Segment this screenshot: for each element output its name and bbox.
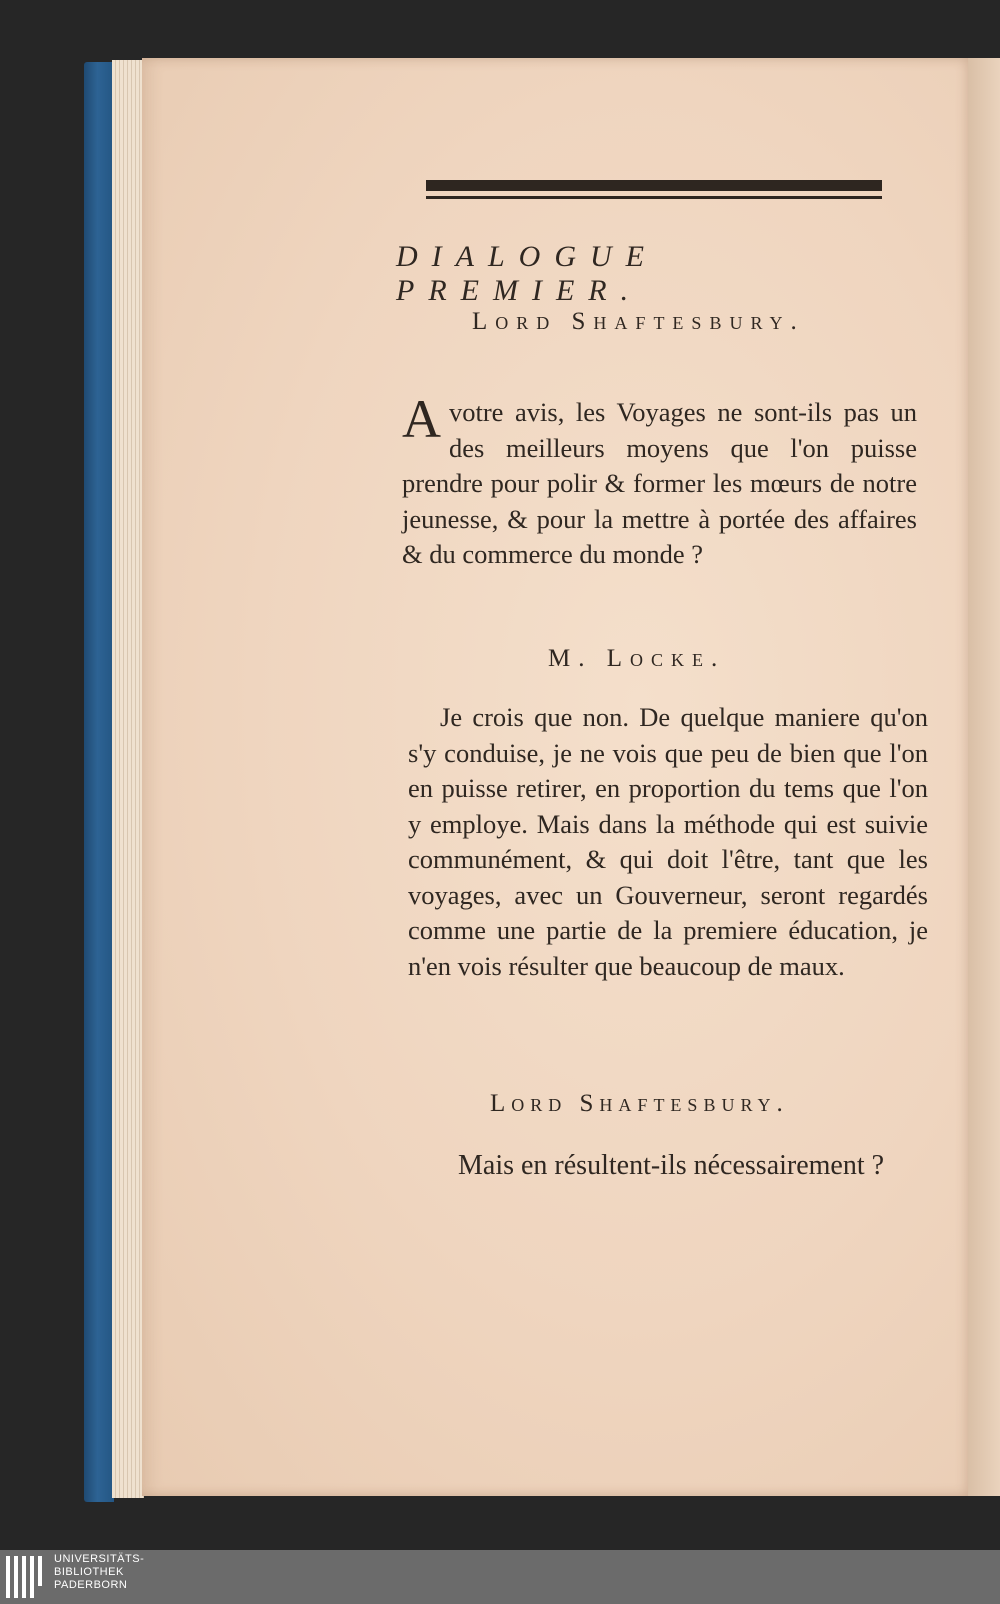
- chapter-title: DIALOGUE PREMIER.: [396, 240, 658, 307]
- logo-line: PADERBORN: [54, 1579, 128, 1591]
- library-footer-bar: [0, 1550, 1000, 1604]
- paragraph-1-text: votre avis, les Voyages ne sont-ils pas un des meilleurs moyens que l'on puisse prendre pour polir & former les mœurs de notre jeunesse, & pour la mettre à portée des affaires & du commerce du monde ?: [402, 397, 917, 569]
- speaker-heading: Lord Shaftesbury.: [490, 1090, 789, 1117]
- page-leaf-edges: [112, 60, 144, 1498]
- book-cover-edge: [84, 62, 114, 1502]
- speaker-heading: M. Locke.: [548, 645, 726, 672]
- library-logo-icon: [6, 1556, 44, 1598]
- logo-line: BIBLIOTHEK: [54, 1566, 124, 1578]
- drop-cap: A: [402, 389, 441, 449]
- logo-line: UNIVERSITÄTS-: [54, 1553, 145, 1565]
- paragraph-3: Mais en résultent-ils nécessairement ?: [458, 1150, 885, 1181]
- library-logo-text: [54, 1553, 144, 1592]
- header-rule: [426, 180, 882, 202]
- speaker-heading: Lord Shaftesbury.: [472, 308, 805, 335]
- facing-page-edge: [968, 58, 1000, 1496]
- paragraph-1: [402, 389, 917, 573]
- paragraph-2: Je crois que non. De quelque maniere qu'on s'y conduise, je ne vois que peu de bien que l'on en puisse retirer, en proportion du tems que l'on y employe. Mais dans la méthode qui est suivie communément, & qui doit l'être, tant que les voyages, avec un Gouverneur, seront regardés comme une partie de la premiere éducation, je n'en vois résulter que beaucoup de maux.: [408, 702, 928, 981]
